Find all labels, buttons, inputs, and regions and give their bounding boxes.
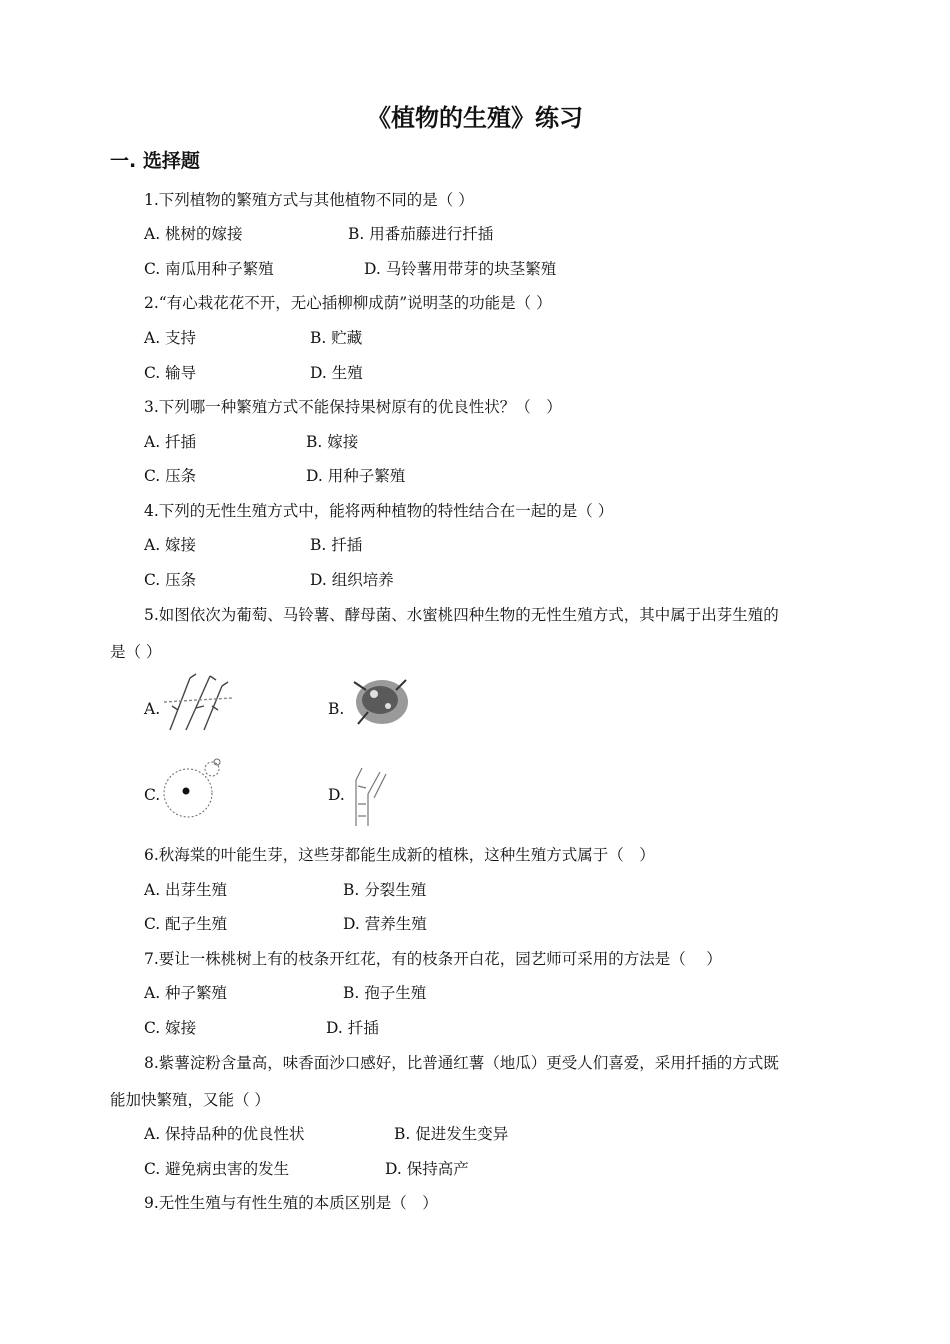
section-heading: 一. 选择题 — [110, 150, 200, 172]
option-4a: A. 嫁接 — [144, 536, 197, 554]
page-title: 《植物的生殖》练习 — [367, 104, 583, 132]
question-stem-7: 7.要让一株桃树上有的枝条开红花，有的枝条开白花，园艺师可采用的方法是（ ） — [144, 950, 722, 968]
option-2d: D. 生殖 — [310, 364, 363, 382]
question-stem-1: 1.下列植物的繁殖方式与其他植物不同的是（ ） — [144, 191, 474, 209]
option-2a: A. 支持 — [144, 329, 197, 347]
option-6a: A. 出芽生殖 — [144, 881, 228, 899]
option-5a: A. — [144, 700, 161, 718]
option-8c: C. 避免病虫害的发生 — [144, 1160, 290, 1178]
option-2c: C. 输导 — [144, 364, 197, 382]
option-4c: C. 压条 — [144, 571, 197, 589]
option-2b: B. 贮藏 — [310, 329, 363, 347]
potato-tuber-figure — [350, 672, 412, 732]
option-8a: A. 保持品种的优良性状 — [144, 1125, 305, 1143]
option-6d: D. 营养生殖 — [343, 915, 427, 933]
question-stem-3: 3.下列哪一种繁殖方式不能保持果树原有的优良性状？（ ） — [144, 398, 562, 416]
option-6c: C. 配子生殖 — [144, 915, 228, 933]
question-stem-6: 6.秋海棠的叶能生芽，这些芽都能生成新的植株，这种生殖方式属于（ ） — [144, 846, 655, 864]
option-8b: B. 促进发生变异 — [394, 1125, 509, 1143]
option-4d: D. 组织培养 — [310, 571, 394, 589]
option-7a: A. 种子繁殖 — [144, 984, 228, 1002]
question-stem-5-cont: 是（ ） — [110, 643, 162, 661]
option-7b: B. 孢子生殖 — [343, 984, 427, 1002]
option-4b: B. 扦插 — [310, 536, 363, 554]
question-stem-9: 9.无性生殖与有性生殖的本质区别是（ ） — [144, 1194, 438, 1212]
option-3d: D. 用种子繁殖 — [306, 467, 406, 485]
option-3b: B. 嫁接 — [306, 433, 359, 451]
option-7d: D. 扦插 — [326, 1019, 379, 1037]
option-8d: D. 保持高产 — [385, 1160, 469, 1178]
question-stem-2: 2.“有心栽花花不开，无心插柳柳成荫”说明茎的功能是（ ） — [144, 294, 552, 312]
question-stem-4: 4.下列的无性生殖方式中，能将两种植物的特性结合在一起的是（ ） — [144, 502, 614, 520]
option-5c: C. — [144, 786, 161, 804]
option-1b: B. 用番茄藤进行扦插 — [348, 225, 494, 243]
grape-cutting-figure — [160, 672, 236, 734]
peach-grafting-figure — [346, 764, 392, 826]
option-6b: B. 分裂生殖 — [343, 881, 427, 899]
option-1d: D. 马铃薯用带芽的块茎繁殖 — [364, 260, 557, 278]
question-stem-8-cont: 能加快繁殖，又能（ ） — [110, 1091, 270, 1109]
option-7c: C. 嫁接 — [144, 1019, 197, 1037]
question-stem-5: 5.如图依次为葡萄、马铃薯、酵母菌、水蜜桃四种生物的无性生殖方式，其中属于出芽生殖的 — [144, 606, 779, 624]
option-1a: A. 桃树的嫁接 — [144, 225, 243, 243]
option-5d: D. — [328, 786, 345, 804]
option-5b: B. — [328, 700, 345, 718]
option-1c: C. 南瓜用种子繁殖 — [144, 260, 274, 278]
question-stem-8: 8.紫薯淀粉含量高，味香面沙口感好，比普通红薯（地瓜）更受人们喜爱，采用扦插的方式既 — [144, 1054, 779, 1072]
option-3a: A. 扦插 — [144, 433, 197, 451]
yeast-budding-figure — [162, 757, 226, 823]
option-3c: C. 压条 — [144, 467, 197, 485]
